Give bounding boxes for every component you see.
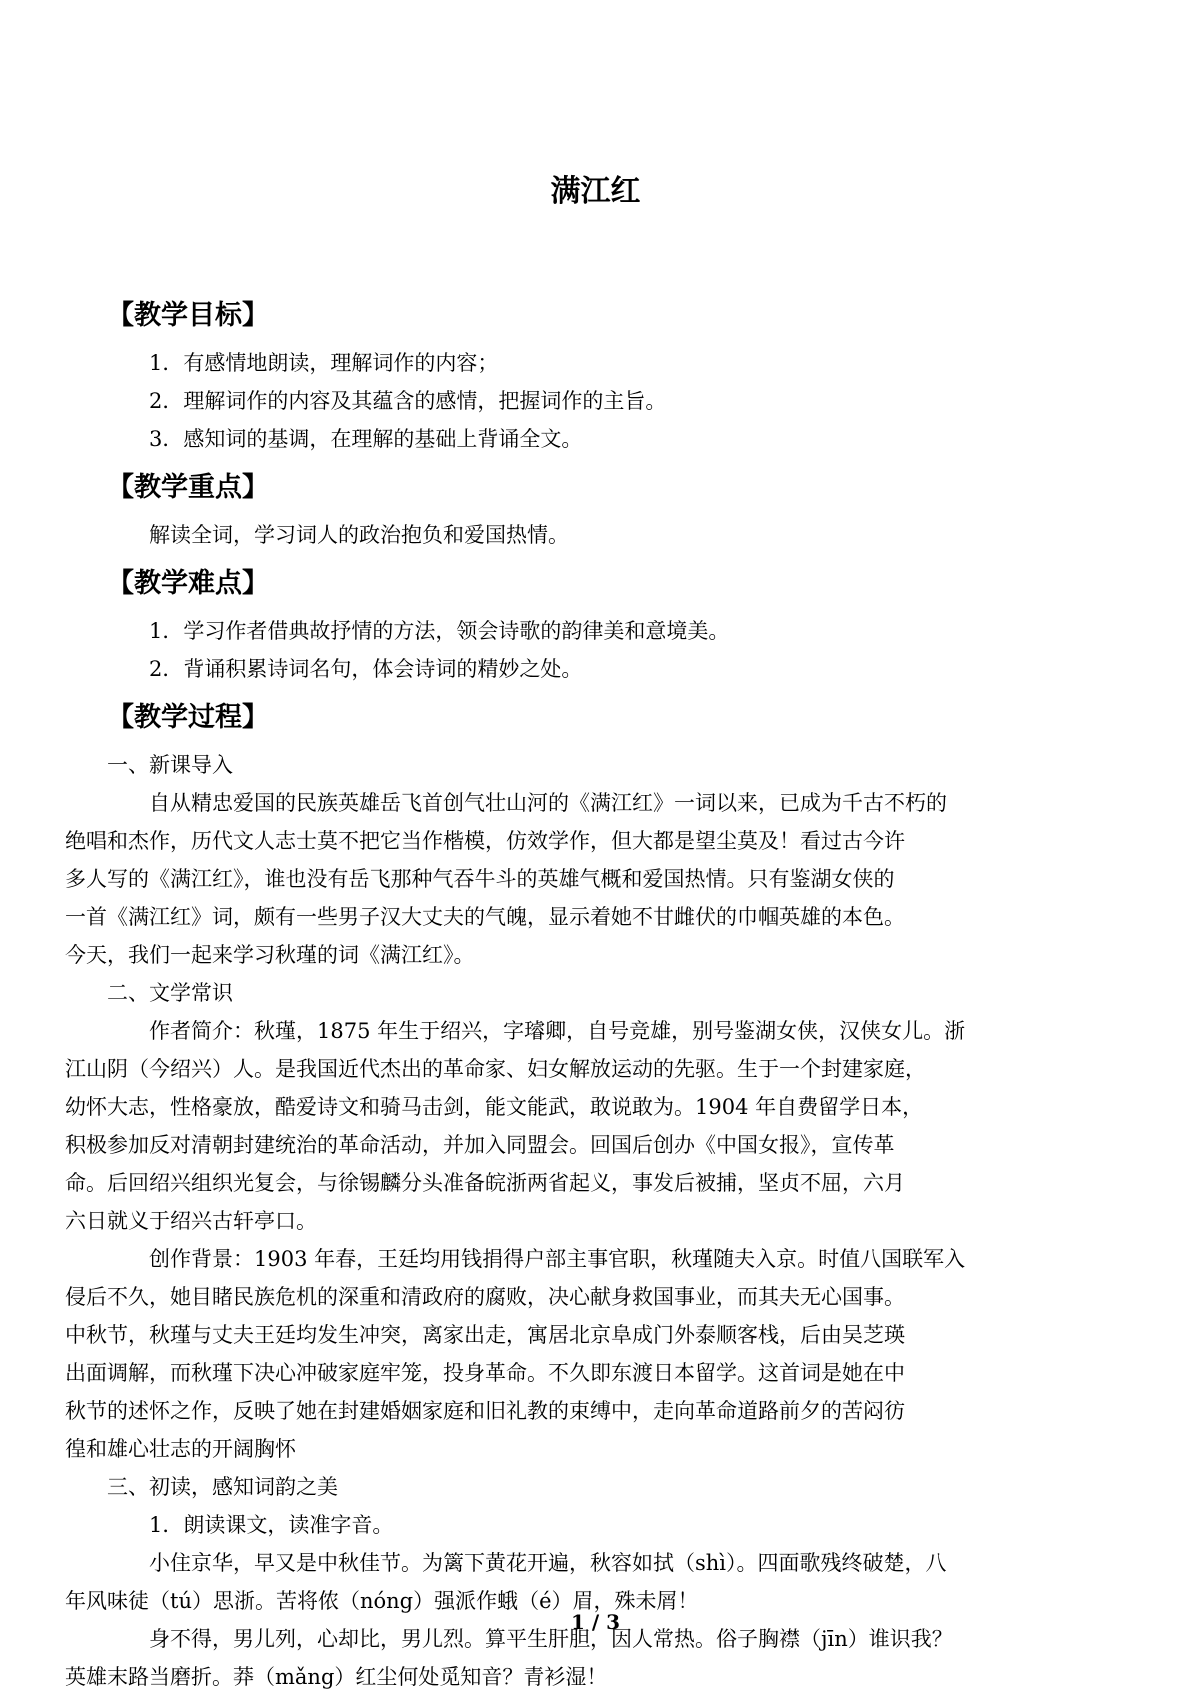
text-line: 出面调解，而秋瑾下决心冲破家庭牢笼，投身革命。不久即东渡日本留学。这首词是她在中 [65,1361,905,1385]
text-line: 多人写的《满江红》，谁也没有岳飞那种气吞牛斗的英雄气概和爱国热情。只有鉴湖女侠的 [65,867,895,891]
process-heading: 【教学过程】 [107,702,269,733]
text-line: 徨和雄心壮志的开阔胸怀 [65,1437,296,1461]
page-title: 满江红 [550,174,641,209]
text-line: 六日就义于绍兴古轩亭口。 [65,1209,317,1233]
process-part2-label: 二、文学常识 [107,981,233,1005]
process-part3-step: 1．朗读课文，读准字音。 [149,1513,394,1537]
objectives-list [107,344,1087,458]
text-line: 创作背景：1903 年春，王廷均用钱捐得户部主事官职，秋瑾随夫入京。时值八国联军入 [149,1247,966,1271]
text-line: 侵后不久，她目睹民族危机的深重和清政府的腐败，决心献身救国事业，而其夫无心国事。 [65,1285,905,1309]
list-item: 1．学习作者借典故抒情的方法，领会诗歌的韵律美和意境美。 [149,619,730,643]
text-line: 英雄末路当磨折。莽（mǎng）红尘何处觅知音？青衫湿！ [65,1665,608,1689]
process-part2-author-paragraph [65,1012,1087,1240]
page-number: 1 / 3 [570,1610,621,1634]
text-line: 作者简介：秋瑾，1875 年生于绍兴，字璿卿，自号竞雄，别号鉴湖女侠，汉侠女儿。浙 [149,1019,966,1043]
focus-heading: 【教学重点】 [107,472,269,503]
text-line: 绝唱和杰作，历代文人志士莫不把它当作楷模，仿效学作，但大都是望尘莫及！看过古今许 [65,829,905,853]
difficulty-list [107,612,1087,688]
list-item: 3．感知词的基调，在理解的基础上背诵全文。 [149,427,583,451]
process-part1-paragraph [65,784,1087,974]
list-item: 1．有感情地朗读，理解词作的内容； [149,351,499,375]
text-line: 积极参加反对清朝封建统治的革命活动，并加入同盟会。回国后创办《中国女报》，宣传革 [65,1133,895,1157]
text-line: 今天，我们一起来学习秋瑾的词《满江红》。 [65,943,475,967]
process-part2-background-paragraph [65,1240,1087,1468]
text-line: 年风味徒（tú）思浙。苦将侬（nóng）强派作蛾（é）眉，殊未屑！ [65,1589,699,1613]
text-line: 自从精忠爱国的民族英雄岳飞首创气壮山河的《满江红》一词以来，已成为千古不朽的 [149,791,947,815]
text-line: 一首《满江红》词，颇有一些男子汉大丈夫的气魄，显示着她不甘雌伏的巾帼英雄的本色。 [65,905,905,929]
objectives-heading: 【教学目标】 [107,300,269,331]
text-line: 命。后回绍兴组织光复会，与徐锡麟分头准备皖浙两省起义，事发后被捕，坚贞不屈，六月 [65,1171,905,1195]
process-part3-label: 三、初读，感知词韵之美 [107,1475,338,1499]
process-part1-label: 一、新课导入 [107,753,233,777]
list-item: 2．理解词作的内容及其蕴含的感情，把握词作的主旨。 [149,389,667,413]
focus-list [107,516,1087,554]
text-line: 中秋节，秋瑾与丈夫王廷均发生冲突，离家出走，寓居北京阜成门外泰顺客栈，后由吴芝瑛 [65,1323,905,1347]
text-line: 江山阴（今绍兴）人。是我国近代杰出的革命家、妇女解放运动的先驱。生于一个封建家庭， [65,1057,926,1081]
difficulty-heading: 【教学难点】 [107,568,269,599]
text-line: 幼怀大志，性格豪放，酷爱诗文和骑马击剑，能文能武，敢说敢为。1904 年自费留学日本， [65,1095,924,1119]
document-body [65,294,1087,1696]
text-line: 秋节的述怀之作，反映了她在封建婚姻家庭和旧礼教的束缚中，走向革命道路前夕的苦闷彷 [65,1399,905,1423]
list-item: 解读全词，学习词人的政治抱负和爱国热情。 [149,523,569,547]
text-line: 身不得，男儿列，心却比，男儿烈。算平生肝胆，因人常热。俗子胸襟（jīn）谁识我？ [149,1627,953,1651]
list-item: 2．背诵积累诗词名句，体会诗词的精妙之处。 [149,657,583,681]
text-line: 小住京华，早又是中秋佳节。为篱下黄花开遍，秋容如拭（shì）。四面歌残终破楚，八 [149,1551,947,1575]
